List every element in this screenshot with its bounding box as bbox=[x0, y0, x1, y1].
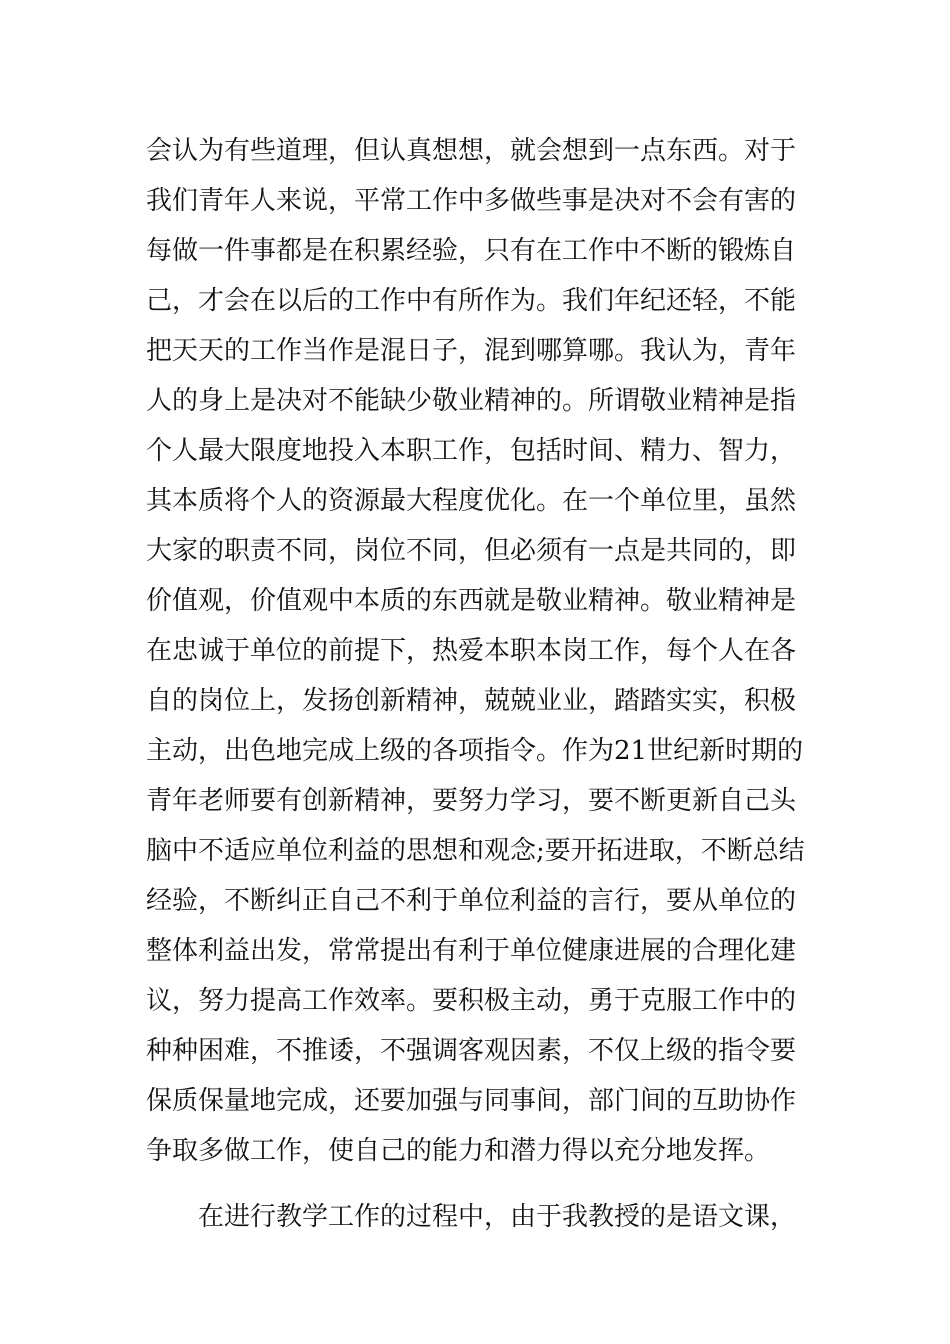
paragraph-1-line: 我们青年人来说，平常工作中多做些事是决对不会有害的 bbox=[146, 186, 797, 216]
paragraph-1-line: 会认为有些道理，但认真想想，就会想到一点东西。对于 bbox=[146, 136, 797, 166]
paragraph-1-line: 经验，不断纠正自己不利于单位利益的言行，要从单位的 bbox=[146, 886, 797, 916]
paragraph-1-line: 保质保量地完成，还要加强与同事间，部门间的互助协作 bbox=[146, 1086, 797, 1116]
paragraph-1-line: 个人最大限度地投入本职工作，包括时间、精力、智力， bbox=[146, 436, 797, 466]
paragraph-gap bbox=[146, 1176, 806, 1192]
paragraph-1-line: 在忠诚于单位的前提下，热爱本职本岗工作，每个人在各 bbox=[146, 636, 797, 666]
paragraph-1-line: 己，才会在以后的工作中有所作为。我们年纪还轻，不能 bbox=[146, 286, 797, 316]
paragraph-1-line: 青年老师要有创新精神，要努力学习，要不断更新自己头 bbox=[146, 786, 797, 816]
paragraph-1-line: 整体利益出发，常常提出有利于单位健康进展的合理化建 bbox=[146, 936, 797, 966]
paragraph-1-line: 人的身上是决对不能缺少敬业精神的。所谓敬业精神是指 bbox=[146, 386, 797, 416]
paragraph-1-line: 主动，出色地完成上级的各项指令。作为21世纪新时期的 bbox=[146, 736, 804, 766]
paragraph-1-line: 议，努力提高工作效率。要积极主动，勇于克服工作中的 bbox=[146, 986, 797, 1016]
paragraph-1-line: 每做一件事都是在积累经验，只有在工作中不断的锻炼自 bbox=[146, 236, 797, 266]
document-body bbox=[146, 126, 806, 1242]
paragraph-1-line: 价值观，价值观中本质的东西就是敬业精神。敬业精神是 bbox=[146, 586, 797, 616]
paragraph-1-line: 脑中不适应单位利益的思想和观念;要开拓进取，不断总结 bbox=[146, 836, 805, 866]
paragraph-1-line: 争取多做工作，使自己的能力和潜力得以充分地发挥。 bbox=[146, 1136, 771, 1166]
paragraph-1-line: 自的岗位上，发扬创新精神，兢兢业业，踏踏实实，积极 bbox=[146, 686, 797, 716]
paragraph-2-line: 在进行教学工作的过程中，由于我教授的是语文课， bbox=[198, 1202, 797, 1232]
paragraph-1-line: 其本质将个人的资源最大程度优化。在一个单位里，虽然 bbox=[146, 486, 797, 516]
paragraph-1-line: 种种困难，不推诿，不强调客观因素，不仅上级的指令要 bbox=[146, 1036, 797, 1066]
paragraph-1-line: 大家的职责不同，岗位不同，但必须有一点是共同的，即 bbox=[146, 536, 797, 566]
paragraph-1-line: 把天天的工作当作是混日子，混到哪算哪。我认为，青年 bbox=[146, 336, 797, 366]
